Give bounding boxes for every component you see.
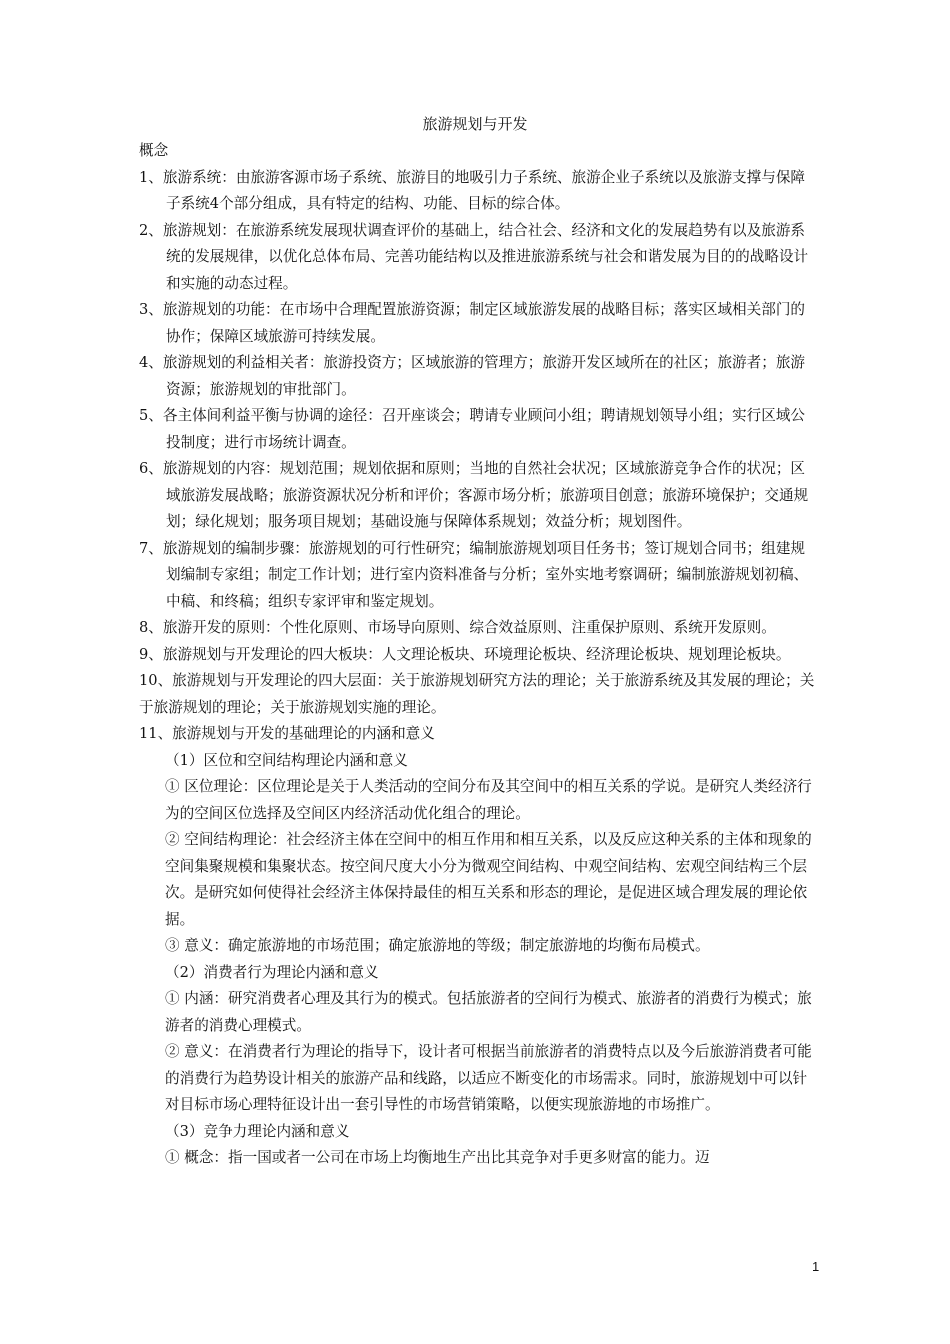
list-item-10: 10、旅游规划与开发理论的四大层面：关于旅游规划研究方法的理论；关于旅游系统及其发展的理论；关于旅游规划的理论；关于旅游规划实施的理论。 xyxy=(139,672,815,716)
list-item: 1、旅游系统：由旅游客源市场子系统、旅游目的地吸引力子系统、旅游企业子系统以及旅游支撑与保障子系统4个部分组成，具有特定的结构、功能、目标的综合体。 xyxy=(139,168,806,212)
list-item: 4、旅游规划的利益相关者：旅游投资方；区域旅游的管理方；旅游开发区域所在的社区；旅游者；旅游资源；旅游规划的审批部门。 xyxy=(139,354,806,398)
list-item: 7、旅游规划的编制步骤：旅游规划的可行性研究；编制旅游规划项目任务书；签订规划合同书；组建规划编制专家组；制定工作计划；进行室内资料准备与分析；室外实地考察调研；编制旅游规划初稿、中稿、和终稿；组织专家评审和鉴定规划。 xyxy=(139,539,809,610)
paragraph: ③ 意义：确定旅游地的市场范围；确定旅游地的等级；制定旅游地的均衡布局模式。 xyxy=(165,937,710,954)
list-item: 2、旅游规划：在旅游系统发展现状调查评价的基础上，结合社会、经济和文化的发展趋势有以及旅游系统的发展规律，以优化总体布局、完善功能结构以及推进旅游系统与社会和谐发展为目的的战略设计和实施的动态过程。 xyxy=(139,221,809,292)
sub-heading-3: （3）竞争力理论内涵和意义 xyxy=(165,1122,350,1140)
document-body xyxy=(139,138,819,1172)
page-title: 旅游规划与开发 xyxy=(422,115,528,133)
sub-heading-1: （1）区位和空间结构理论内涵和意义 xyxy=(165,751,408,769)
page-number: 1 xyxy=(812,1259,820,1274)
list-item: 9、旅游规划与开发理论的四大板块：人文理论板块、环境理论板块、经济理论板块、规划理论板块。 xyxy=(139,645,791,663)
section-heading: 概念 xyxy=(139,142,169,159)
list-item: 3、旅游规划的功能：在市场中合理配置旅游资源；制定区域旅游发展的战略目标；落实区域相关部门的协作；保障区域旅游可持续发展。 xyxy=(139,301,806,345)
list-item: 8、旅游开发的原则：个性化原则、市场导向原则、综合效益原则、注重保护原则、系统开发原则。 xyxy=(139,619,776,636)
paragraph: ① 概念：指一国或者一公司在市场上均衡地生产出比其竞争对手更多财富的能力。迈 xyxy=(165,1149,710,1166)
list-item-11: 11、旅游规划与开发的基础理论的内涵和意义 xyxy=(139,725,435,742)
list-item: 5、各主体间利益平衡与协调的途径：召开座谈会；聘请专业顾问小组；聘请规划领导小组；实行区域公投制度；进行市场统计调查。 xyxy=(139,407,806,451)
paragraph: ① 区位理论：区位理论是关于人类活动的空间分布及其空间中的相互关系的学说。是研究人类经济行为的空间区位选择及空间区内经济活动优化组合的理论。 xyxy=(165,778,812,822)
paragraph: ② 意义：在消费者行为理论的指导下，设计者可根据当前旅游者的消费特点以及今后旅游消费者可能的消费行为趋势设计相关的旅游产品和线路，以适应不断变化的市场需求。同时，旅游规划中可以针对目标市场心理特征设计出一套引导性的市场营销策略，以便实现旅游地的市场推广。 xyxy=(165,1043,812,1113)
paragraph: ① 内涵：研究消费者心理及其行为的模式。包括旅游者的空间行为模式、旅游者的消费行为模式；旅游者的消费心理模式。 xyxy=(165,990,812,1034)
sub-heading-2: （2）消费者行为理论内涵和意义 xyxy=(165,963,379,981)
paragraph: ② 空间结构理论：社会经济主体在空间中的相互作用和相互关系，以及反应这种关系的主体和现象的空间集聚规模和集聚状态。按空间尺度大小分为微观空间结构、中观空间结构、宏观空间结构三个层次。是研究如何使得社会经济主体保持最佳的相互关系和形态的理论，是促进区域合理发展的理论依据。 xyxy=(165,831,812,928)
list-item: 6、旅游规划的内容：规划范围；规划依据和原则；当地的自然社会状况；区域旅游竞争合作的状况；区域旅游发展战略；旅游资源状况分析和评价；客源市场分析；旅游项目创意；旅游环境保护；交通规划；绿化规划；服务项目规划；基础设施与保障体系规划；效益分析；规划图件。 xyxy=(139,460,809,530)
